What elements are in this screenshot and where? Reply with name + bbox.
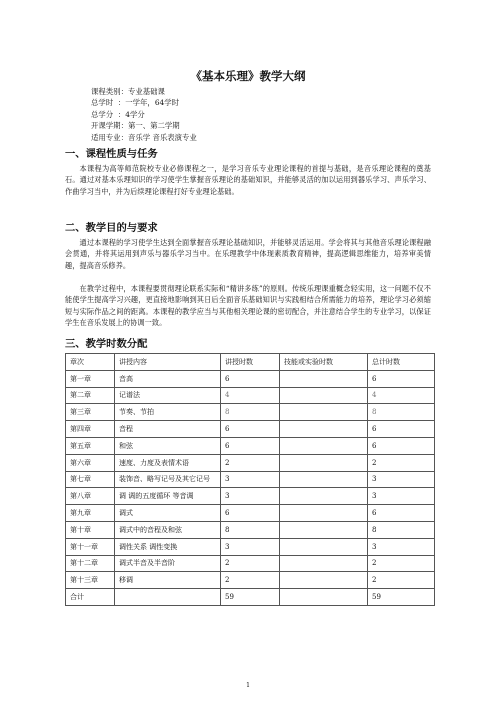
table-cell: 6 [368,370,435,387]
table-header-cell: 讲授时数 [221,354,280,371]
table-cell: 第七章 [66,471,115,488]
table-cell: 第五章 [66,437,115,454]
table-cell: 6 [368,437,435,454]
table-cell: 8 [221,404,280,421]
table-cell: 4 [368,387,435,404]
table-cell: 第九章 [66,505,115,522]
table-row [66,387,435,404]
table-cell: 调 调的五度循环 等音调 [115,488,221,505]
table-row [66,572,435,589]
table-cell [280,421,368,438]
table-cell: 2 [368,454,435,471]
table-cell: 音程 [115,421,221,438]
table-cell: 2 [221,555,280,572]
table-cell [115,589,221,606]
table-cell: 第一章 [66,370,115,387]
section-paragraph: 通过本课程的学习使学生达到全面掌握音乐理论基础知识，并能够灵活运用。学会将其与其他音乐理论课程融会贯通，并将其运用到声乐与器乐学习当中。在乐理教学中体现素质教育精神，提高逻辑思维能力，培养审美情趣，提高音乐修养。 [65,238,431,270]
table-cell: 装饰音、略写记号及其它记号 [115,471,221,488]
table-header-cell: 讲授内容 [115,354,221,371]
table-cell: 3 [368,488,435,505]
table-cell: 3 [368,538,435,555]
table-cell: 6 [368,421,435,438]
table-cell: 记谱法 [115,387,221,404]
table-cell: 59 [368,589,435,606]
table-row [66,370,435,387]
table-cell: 6 [221,370,280,387]
table-row [66,538,435,555]
table-cell: 第十二章 [66,555,115,572]
table-cell [280,521,368,538]
table-cell: 8 [221,521,280,538]
section-paragraph: 在教学过程中，本课程要贯彻理论联系实际和“精讲多练”的原则。传统乐理课重概念轻实用，这一问题不仅不能使学生提高学习兴趣，更直接地影响到其日后全面音乐基础知识与实践相结合所需能力的培养，理论学习必须缩短与实际作品之间的距离。本课程的教学应当与其他相关理论课的密切配合，并注意结合学生的专业学习，以保证学生在音乐发展上的协调一致。 [65,284,431,327]
section-heading-hours: 三、教学时数分配 [65,338,148,350]
table-cell: 音高 [115,370,221,387]
table-cell: 8 [368,404,435,421]
table-row [66,521,435,538]
table-cell [280,404,368,421]
table-cell: 调式半音及半音阶 [115,555,221,572]
table-cell: 移调 [115,572,221,589]
table-cell: 2 [368,555,435,572]
table-cell: 调性关系 调性变换 [115,538,221,555]
table-cell: 2 [221,572,280,589]
table-cell: 调式中的音程及和弦 [115,521,221,538]
table-cell: 第三章 [66,404,115,421]
table-header-row [66,354,435,371]
table-cell: 2 [221,454,280,471]
table-cell [280,471,368,488]
table-cell: 节奏、节拍 [115,404,221,421]
table-cell: 6 [368,505,435,522]
table-cell: 3 [221,538,280,555]
table-row [66,421,435,438]
table-cell: 3 [221,488,280,505]
meta-total-credits: 总学分 ：4学分 [91,109,145,119]
table-row [66,589,435,606]
table-header-cell: 章次 [66,354,115,371]
hours-table [65,353,435,606]
table-cell [280,505,368,522]
table-row [66,454,435,471]
table-cell [280,387,368,404]
table-cell: 4 [221,387,280,404]
table-cell: 第二章 [66,387,115,404]
table-cell: 第十一章 [66,538,115,555]
meta-semester: 开课学期：第一、第二学期 [91,121,180,131]
table-cell: 59 [221,589,280,606]
table-cell: 6 [221,505,280,522]
table-cell [280,555,368,572]
table-cell [280,589,368,606]
table-cell: 第六章 [66,454,115,471]
table-cell: 第八章 [66,488,115,505]
section-heading-nature: 一、课程性质与任务 [65,148,158,160]
table-row [66,488,435,505]
table-cell: 6 [221,437,280,454]
table-row [66,505,435,522]
table-cell [280,437,368,454]
table-header-cell: 技能或实验时数 [280,354,368,371]
table-cell [280,488,368,505]
meta-course-type: 课程类别：专业基础课 [91,87,165,96]
page-number: 1 [246,682,250,689]
section-heading-objectives: 二、教学目的与要求 [65,222,158,234]
table-row [66,437,435,454]
table-cell [280,538,368,555]
table-cell: 8 [368,521,435,538]
table-header-cell: 总计时数 [368,354,435,371]
table-cell [280,370,368,387]
table-cell: 合计 [66,589,115,606]
table-cell: 3 [221,471,280,488]
table-cell: 速度、力度及表情术语 [115,454,221,471]
table-cell: 第四章 [66,421,115,438]
table-cell: 3 [368,471,435,488]
table-cell [280,454,368,471]
section-paragraph: 本课程为高等师范院校专业必修课程之一，是学习音乐专业理论课程的首提与基础，是音乐理论课程的奠基石。通过对基本乐理知识的学习使学生掌握音乐理论的基础知识，并能够灵活的加以运用到器乐学习、声乐学习、作曲学习当中，并为后续理论课程打好专业理论基础。 [65,164,431,196]
table-row [66,555,435,572]
table-row [66,404,435,421]
table-cell: 第十三章 [66,572,115,589]
table-cell: 和弦 [115,437,221,454]
table-row [66,471,435,488]
meta-major: 适用专业：音乐学 音乐表演专业 [91,132,197,142]
document-title: 《基本乐理》教学大纲 [190,69,306,83]
table-cell: 6 [221,421,280,438]
meta-total-hours: 总学时 ：一学年，64学时 [91,98,180,108]
table-cell: 第十章 [66,521,115,538]
table-cell [280,572,368,589]
table-cell: 2 [368,572,435,589]
table-cell: 调式 [115,505,221,522]
course-meta [91,86,197,143]
